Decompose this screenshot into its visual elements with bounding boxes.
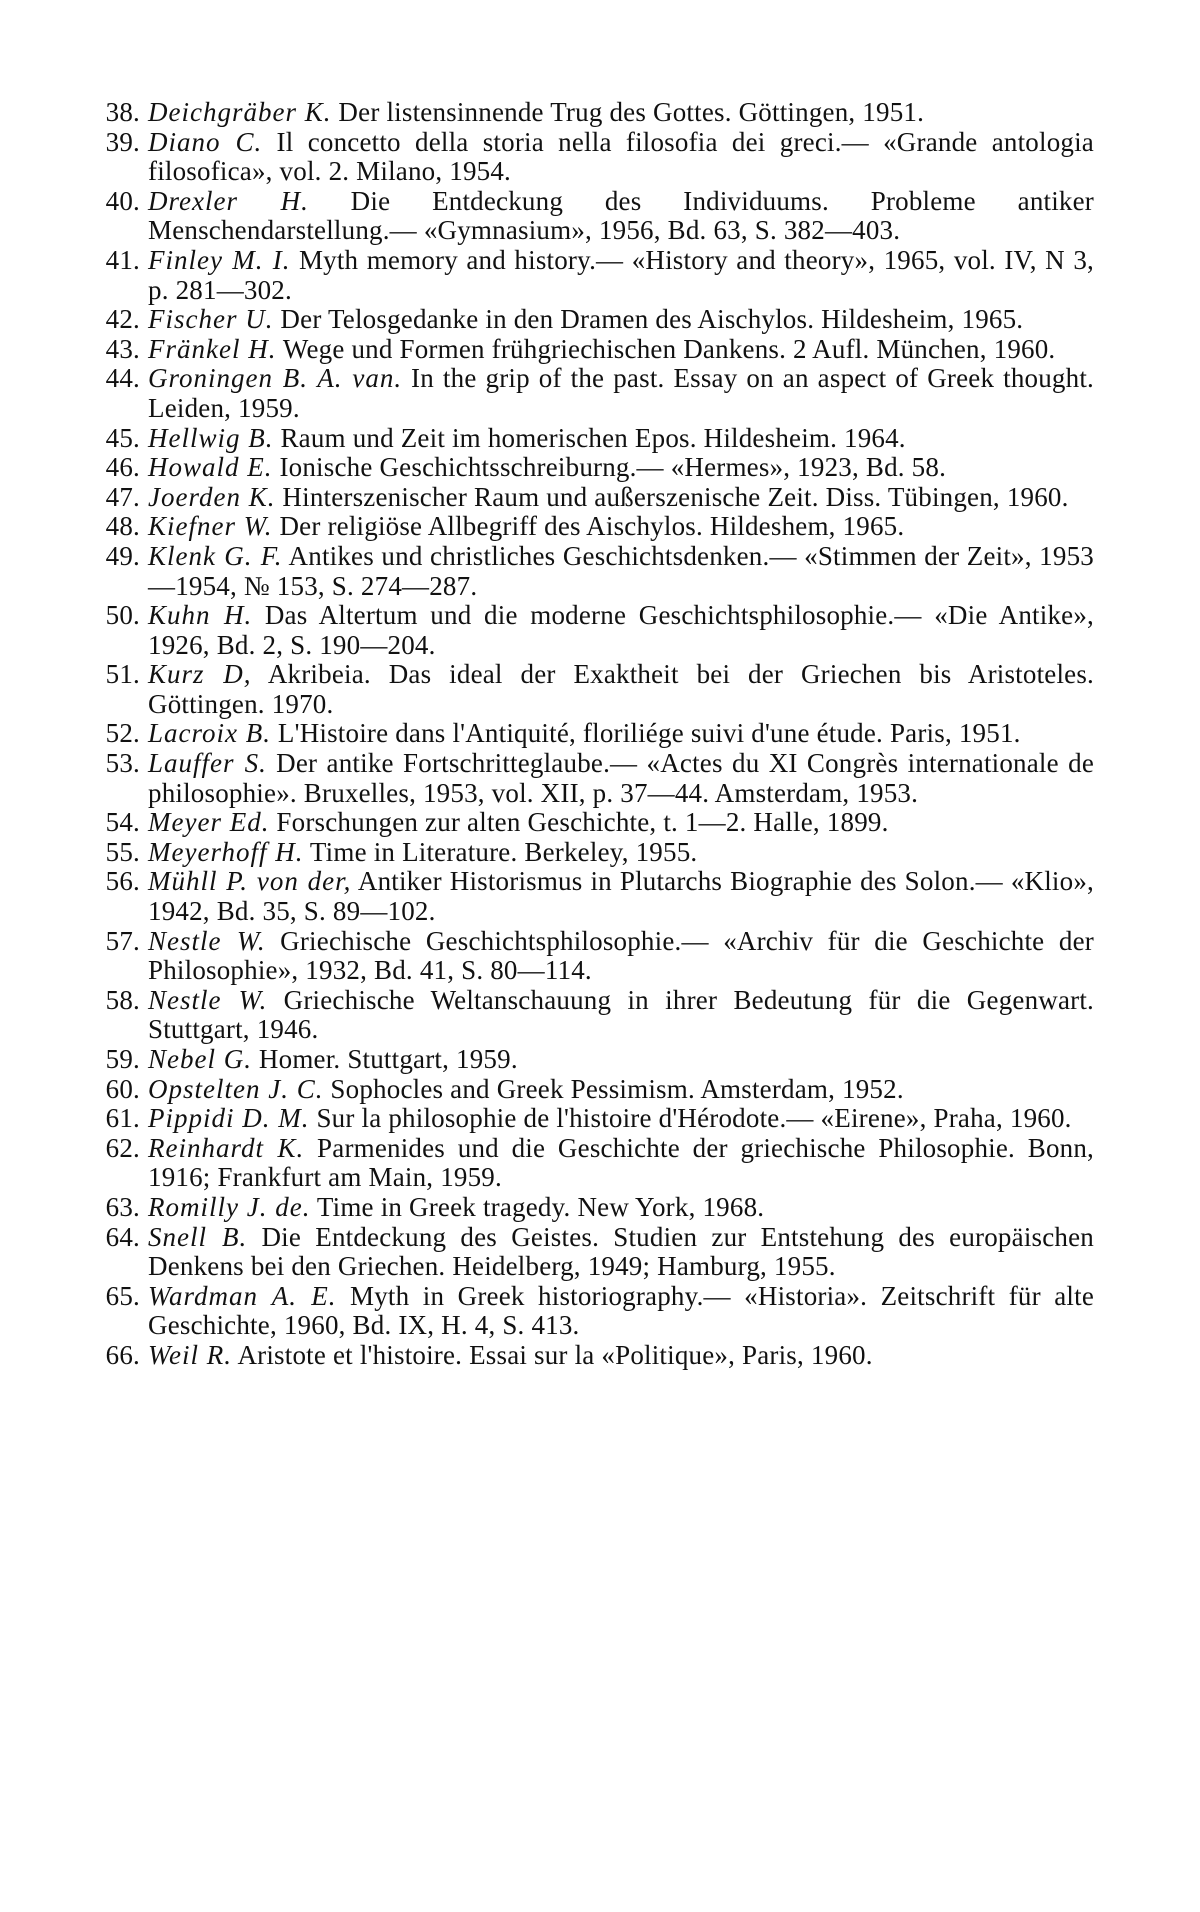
entry-number: 56.: [105, 866, 140, 897]
entry-text: Ionische Geschichtsschreiburng.— «Hermes», 1923, Bd. 58.: [272, 452, 947, 483]
entry-text: Time in Greek tragedy. New York, 1968.: [310, 1191, 765, 1222]
entry-number: 42.: [105, 304, 140, 335]
entry-number: 43.: [105, 333, 140, 364]
entry-number: 55.: [105, 836, 140, 867]
entry-author: Deichgräber K.: [148, 97, 332, 127]
bibliography-entry-64: [92, 1223, 1094, 1282]
bibliography-entry-51: [92, 660, 1094, 719]
entry-author: Pippidi D. M.: [148, 1103, 310, 1134]
entry-number: 52.: [105, 718, 140, 749]
entry-author: Kuhn H.: [148, 600, 253, 631]
entry-author: Opstelten J. C.: [148, 1073, 324, 1104]
bibliography-entry-43: [92, 335, 1094, 365]
entry-text: Homer. Stuttgart, 1959.: [251, 1044, 518, 1074]
entry-author: Fränkel H.: [148, 333, 277, 364]
entry-text: Myth memory and history.— «History and theory», 1965, vol. IV, N 3, p. 281—302.: [148, 244, 1094, 305]
entry-number: 40.: [105, 185, 140, 216]
entry-author: Snell B.: [148, 1221, 248, 1252]
entry-number: 46.: [105, 452, 140, 483]
entry-text: Parmenides und die Geschichte der griechische Philosophie. Bonn, 1916; Frankfurt am Main, 1959.: [148, 1132, 1094, 1193]
entry-author: Meyer Ed.: [148, 807, 270, 838]
entry-text: Der antike Fortschritteglaube.— «Actes du XI Congrès internationale de philosophie». Bruxelles, 1953, vol. XII, p. 37—44. Amsterdam, 1953.: [148, 748, 1095, 808]
entry-author: Fischer U.: [148, 304, 274, 335]
entry-number: 64.: [105, 1221, 140, 1252]
bibliography-entry-50: [92, 601, 1094, 660]
bibliography-entry-46: [92, 453, 1094, 483]
entry-number: 41.: [105, 244, 140, 275]
bibliography-entry-49: [92, 542, 1094, 601]
entry-text: Hinterszenischer Raum und außerszenische Zeit. Diss. Tübingen, 1960.: [275, 481, 1069, 512]
entry-number: 62.: [105, 1132, 140, 1163]
entry-text: Griechische Weltanschauung in ihrer Bedeutung für die Gegenwart. Stuttgart, 1946.: [148, 984, 1095, 1045]
entry-text: Das Altertum und die moderne Geschichtsphilosophie.— «Die Antike», 1926, Bd. 2, S. 190—204.: [148, 600, 1094, 660]
entry-number: 66.: [105, 1339, 140, 1370]
entry-text: Sophocles and Greek Pessimism. Amsterdam, 1952.: [323, 1073, 904, 1104]
bibliography-entry-40: [92, 187, 1094, 246]
entry-number: 54.: [105, 807, 140, 838]
entry-author: Finley M. I.: [148, 244, 291, 275]
entry-author: Joerden K.: [148, 481, 276, 512]
entry-text: Griechische Geschichtsphilosophie.— «Archiv für die Geschichte der Philosophie», 1932, Bd. 41, S. 80—114.: [148, 925, 1094, 986]
entry-text: Aristote et l'histoire. Essai sur la «Politique», Paris, 1960.: [232, 1339, 873, 1370]
entry-author: Weil R.: [148, 1339, 232, 1370]
entry-text: Time in Literature. Berkeley, 1955.: [303, 836, 698, 867]
entry-text: Antiker Historismus in Plutarchs Biographie des Solon.— «Klio», 1942, Bd. 35, S. 89—102.: [148, 866, 1094, 927]
bibliography-list: [92, 98, 1094, 1371]
entry-number: 49.: [105, 540, 140, 571]
entry-number: 63.: [105, 1191, 140, 1222]
entry-text: In the grip of the past. Essay on an aspect of Greek thought. Leiden, 1959.: [148, 363, 1094, 423]
entry-number: 50.: [105, 600, 140, 631]
bibliography-entry-44: [92, 364, 1094, 423]
bibliography-entry-38: [92, 98, 1094, 128]
entry-text: Antikes und christliches Geschichtsdenken.— «Stimmen der Zeit», 1953—1954, № 153, S. 274—287.: [148, 540, 1094, 601]
bibliography-entry-45: [92, 424, 1094, 454]
entry-author: Reinhardt K.: [148, 1132, 305, 1163]
entry-text: Der religiöse Allbegriff des Aischylos. Hildeshem, 1965.: [272, 511, 905, 542]
entry-number: 60.: [105, 1073, 140, 1104]
entry-author: Drexler H.: [148, 185, 309, 216]
entry-number: 38.: [105, 97, 140, 127]
entry-author: Romilly J. de.: [148, 1191, 311, 1222]
entry-text: Der Telosgedanke in den Dramen des Aischylos. Hildesheim, 1965.: [273, 304, 1024, 335]
entry-author: Kurz D,: [148, 659, 252, 690]
entry-number: 61.: [105, 1103, 140, 1134]
entry-author: Nestle W.: [148, 925, 266, 956]
bibliography-entry-55: [92, 838, 1094, 868]
bibliography-entry-41: [92, 246, 1094, 305]
bibliography-entry-53: [92, 749, 1094, 808]
bibliography-entry-58: [92, 986, 1094, 1045]
entry-number: 57.: [105, 925, 140, 956]
entry-author: Meyerhoff H.: [148, 836, 304, 867]
entry-author: Hellwig B.: [148, 422, 274, 453]
entry-text: Die Entdeckung des Geistes. Studien zur Entstehung des europäischen Denkens bei den Griechen. Heidelberg, 1949; Hamburg, 1955.: [148, 1221, 1094, 1282]
bibliography-entry-57: [92, 927, 1094, 986]
entry-author: Nestle W.: [148, 984, 268, 1015]
entry-number: 65.: [105, 1280, 140, 1311]
bibliography-entry-42: [92, 305, 1094, 335]
entry-author: Diano C.: [148, 126, 263, 157]
entry-text: Raum und Zeit im homerischen Epos. Hildesheim. 1964.: [273, 422, 906, 453]
entry-number: 44.: [105, 363, 140, 394]
entry-author: Klenk G. F.: [148, 540, 283, 571]
entry-number: 53.: [105, 748, 140, 779]
entry-text: Die Entdeckung des Individuums. Probleme antiker Menschendarstellung.— «Gymnasium», 1956, Bd. 63, S. 382—403.: [148, 185, 1094, 246]
bibliography-entry-54: [92, 808, 1094, 838]
entry-text: Il concetto della storia nella filosofia dei greci.— «Grande antologia filosofica», vol. 2. Milano, 1954.: [148, 126, 1094, 187]
bibliography-entry-60: [92, 1075, 1094, 1105]
entry-number: 45.: [105, 422, 140, 453]
entry-number: 39.: [105, 126, 140, 157]
bibliography-entry-56: [92, 867, 1094, 926]
bibliography-entry-62: [92, 1134, 1094, 1193]
entry-number: 51.: [105, 659, 140, 690]
bibliography-entry-63: [92, 1193, 1094, 1223]
bibliography-entry-47: [92, 483, 1094, 513]
entry-text: Der listensinnende Trug des Gottes. Göttingen, 1951.: [331, 97, 925, 127]
bibliography-entry-65: [92, 1282, 1094, 1341]
entry-author: Kiefner W.: [148, 511, 273, 542]
bibliography-entry-48: [92, 512, 1094, 542]
bibliography-entry-39: [92, 128, 1094, 187]
entry-number: 59.: [105, 1044, 140, 1074]
bibliography-entry-59: [92, 1045, 1094, 1075]
entry-text: Myth in Greek historiography.— «Historia». Zeitschrift für alte Geschichte, 1960, Bd. IX, H. 4, S. 413.: [148, 1280, 1095, 1341]
bibliography-entry-66: [92, 1341, 1094, 1371]
entry-number: 47.: [105, 481, 140, 512]
entry-author: Groningen B. A. van.: [148, 363, 403, 394]
entry-text: L'Histoire dans l'Antiquité, floriliége suivi d'une étude. Paris, 1951.: [270, 718, 1021, 749]
entry-author: Nebel G.: [148, 1044, 252, 1074]
entry-author: Howald E.: [148, 452, 273, 483]
entry-author: Lauffer S.: [148, 748, 267, 779]
entry-text: Akribeia. Das ideal der Exaktheit bei der Griechen bis Aristoteles. Göttingen. 1970.: [148, 659, 1095, 719]
entry-text: Wege und Formen frühgriechischen Dankens. 2 Aufl. München, 1960.: [276, 333, 1056, 364]
bibliography-entry-61: [92, 1104, 1094, 1134]
entry-text: Forschungen zur alten Geschichte, t. 1—2. Halle, 1899.: [269, 807, 889, 838]
entry-number: 48.: [105, 511, 140, 542]
entry-number: 58.: [105, 984, 140, 1015]
entry-text: Sur la philosophie de l'histoire d'Hérodote.— «Eirene», Praha, 1960.: [309, 1103, 1072, 1134]
entry-author: Lacroix B.: [148, 718, 271, 749]
entry-author: Wardman A. E.: [148, 1280, 337, 1311]
bibliography-entry-52: [92, 719, 1094, 749]
entry-author: Mühll P. von der,: [148, 866, 352, 897]
